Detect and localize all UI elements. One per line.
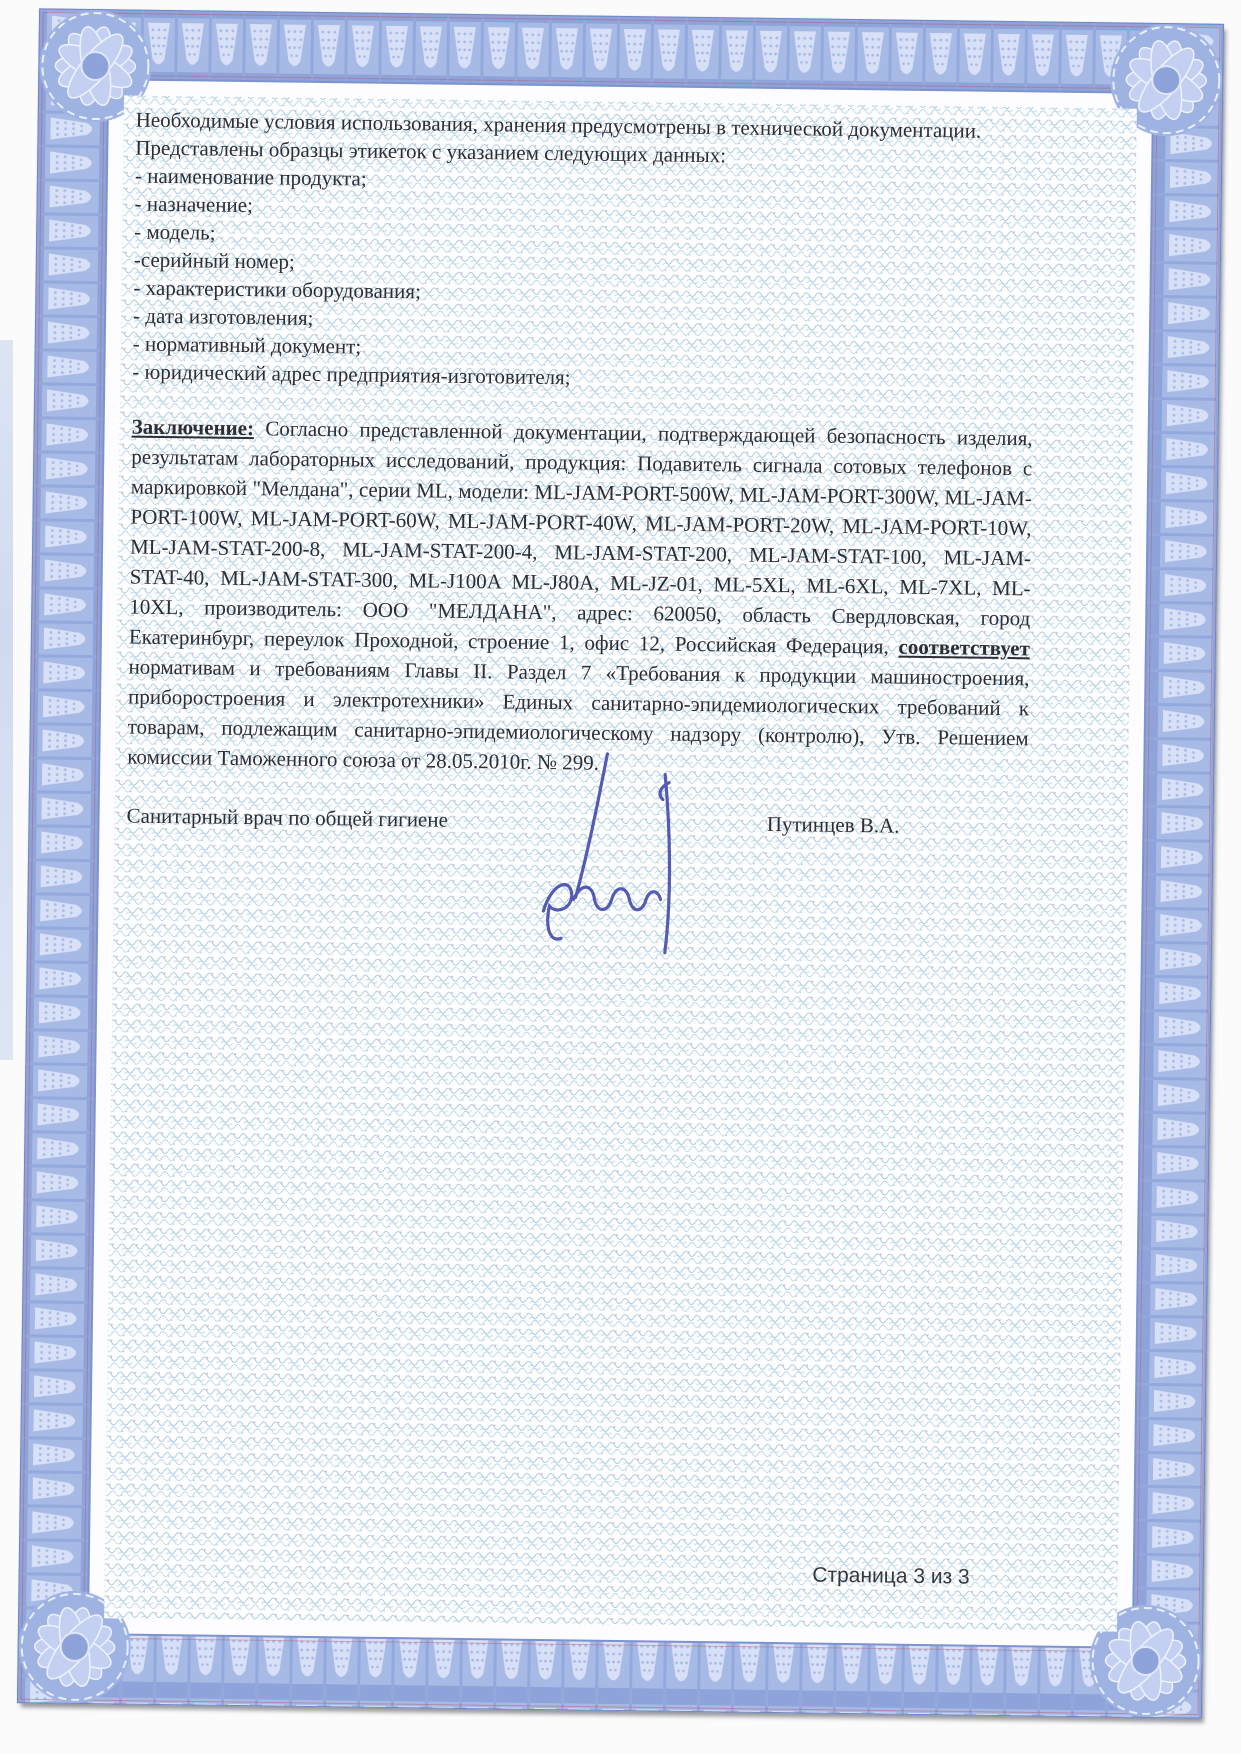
conclusion-text: Согласно представленной документации, подтверждающей безопасность изделия, результатам лабораторных исследований, продукция: Подавитель сигнала сотовых телефонов с маркировкой "Мелдана", серии ML, модели: ML-JAM-PORT-500W, ML-JAM-PORT-300W, ML-JAM-PORT-100W, ML-JAM-PORT-60W, ML-JAM-PORT-40W, ML-JAM-PORT-20W, ML-JAM-PORT-10W, ML-JAM-STAT-200-8, ML-JAM-STAT-200-4, ML-JAM-STAT-200, ML-JAM-STAT-100, ML-JAM-STAT-40, ML-JAM-STAT-300, ML-J100A ML-J80A, ML-JZ-01, ML-5XL, ML-6XL, ML-7XL, ML-10XL, производитель: ООО "МЕЛДАНА", адрес: 620050, область Свердловская, город Екатеринбург, переулок Проходной, строение 1, офис 12, Российская Федерация, — [128, 416, 1033, 659]
underlying-page-edge — [0, 340, 13, 1060]
intro-paragraph: Необходимые условия использования, хранения предусмотрены в технической документации. — [135, 107, 982, 143]
conclusion-paragraph — [127, 412, 1033, 784]
conclusion-text-tail: нормативам и требованиям Главы II. Раздел 7 «Требования к продукции машиностроения, приборостроения и электротехники» Единых санитарно-эпидемиологических требований к товарам, подлежащим санитарно-эпидемиологическому надзору (контролю), Утв. Решением комиссии Таможенного союза от 28.05.2010г. № 299. — [127, 654, 1030, 775]
list-item: - нормативный документ; — [132, 331, 362, 359]
list-item: -серийный номер; — [133, 247, 296, 274]
list-item: - дата изготовления; — [132, 303, 314, 330]
list-item: - назначение; — [134, 191, 254, 218]
signatory-role: Санитарный врач по общей гигиене — [126, 803, 449, 832]
signature-row — [126, 802, 1027, 842]
conforms-emphasis: соответствует — [898, 634, 1031, 661]
list-item: - наименование продукта; — [134, 163, 367, 191]
page-number: Страница 3 из 3 — [812, 1563, 970, 1589]
signatory-name: Путинцев В.А. — [766, 811, 900, 838]
labels-heading: Представлены образцы этикеток с указанием следующих данных: — [135, 135, 727, 168]
conclusion-label: Заключение: — [131, 414, 255, 441]
document-body — [104, 95, 1137, 1631]
list-item: - характеристики оборудования; — [133, 275, 422, 304]
list-item: - модель; — [134, 219, 216, 245]
label-list — [132, 162, 1036, 398]
certificate-sheet — [17, 8, 1224, 1718]
list-item: - юридический адрес предприятия-изготовителя; — [132, 359, 571, 390]
document-text — [126, 106, 1036, 842]
